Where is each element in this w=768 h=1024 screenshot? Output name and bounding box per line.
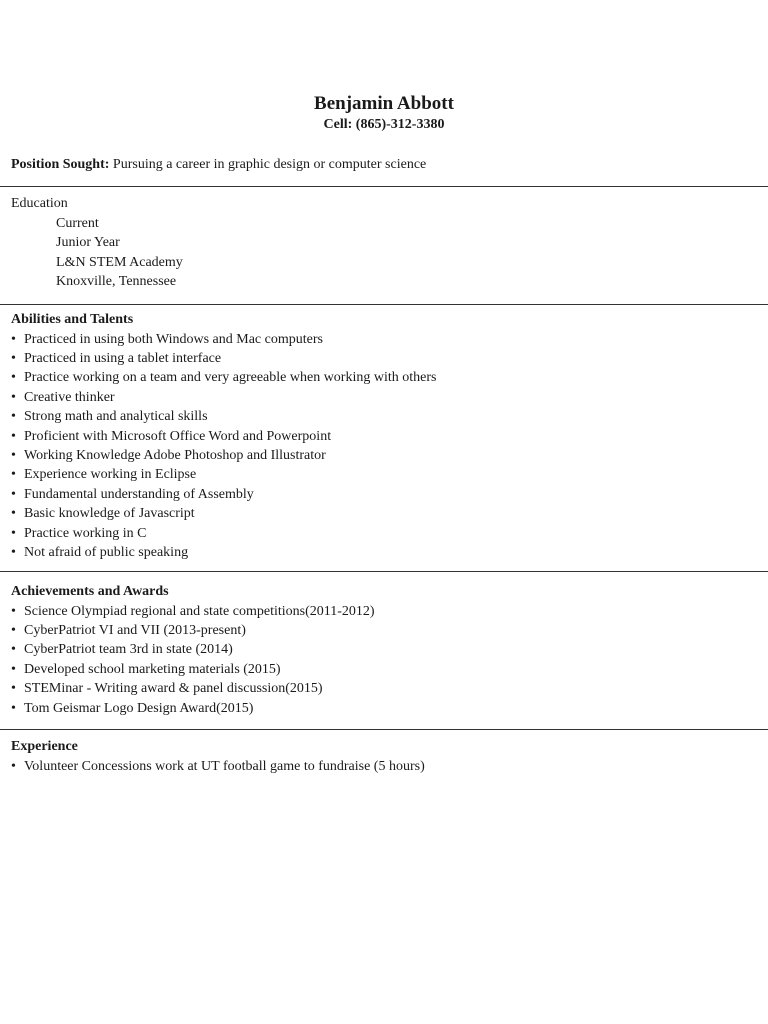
list-item: • Basic knowledge of Javascript xyxy=(11,504,751,523)
education-line: Knoxville, Tennessee xyxy=(56,274,177,289)
list-item: • Not afraid of public speaking xyxy=(11,543,751,562)
cell-phone: Cell: (865)-312-3380 xyxy=(323,117,445,132)
experience-title: Experience xyxy=(11,739,78,754)
section-divider xyxy=(0,304,768,305)
education-title: Education xyxy=(11,196,68,211)
list-item: • Practiced in using a tablet interface xyxy=(11,349,751,368)
achievements-list xyxy=(11,602,751,718)
section-divider xyxy=(0,571,768,572)
education-line: Current xyxy=(56,215,99,231)
education-line: Junior Year xyxy=(56,235,120,250)
list-item: • Strong math and analytical skills xyxy=(11,407,751,426)
list-item: • CyberPatriot VI and VII (2013-present) xyxy=(11,621,751,640)
position-label: Position Sought: xyxy=(11,157,110,172)
list-item: • Fundamental understanding of Assembly xyxy=(11,485,751,504)
section-divider xyxy=(0,186,768,187)
list-item: • STEMinar - Writing award & panel discussion(2015) xyxy=(11,679,751,698)
list-item: • Practiced in using both Windows and Mac computers xyxy=(11,330,751,349)
list-item: • Tom Geismar Logo Design Award(2015) xyxy=(11,699,751,718)
education-section xyxy=(11,194,751,292)
position-sought xyxy=(11,155,426,174)
resume-header xyxy=(0,93,768,134)
list-item: • Working Knowledge Adobe Photoshop and Illustrator xyxy=(11,446,751,465)
list-item: • Volunteer Concessions work at UT football game to fundraise (5 hours) xyxy=(11,757,751,776)
list-item: • Practice working in C xyxy=(11,524,751,543)
section-divider xyxy=(0,729,768,730)
abilities-list xyxy=(11,330,751,563)
list-item: • Science Olympiad regional and state competitions(2011-2012) xyxy=(11,602,751,621)
list-item: • Experience working in Eclipse xyxy=(11,465,751,484)
achievements-title: Achievements and Awards xyxy=(11,584,169,599)
list-item: • Developed school marketing materials (2015) xyxy=(11,660,751,679)
experience-list xyxy=(11,757,751,776)
list-item: • CyberPatriot team 3rd in state (2014) xyxy=(11,640,751,659)
position-value: Pursuing a career in graphic design or computer science xyxy=(112,157,427,172)
list-item: • Practice working on a team and very agreeable when working with others xyxy=(11,368,751,387)
abilities-section xyxy=(11,310,751,562)
abilities-title: Abilities and Talents xyxy=(11,312,134,327)
list-item: • Creative thinker xyxy=(11,388,751,407)
applicant-name: Benjamin Abbott xyxy=(314,93,454,114)
experience-section xyxy=(11,737,751,776)
education-line: L&N STEM Academy xyxy=(56,254,183,270)
list-item: • Proficient with Microsoft Office Word and Powerpoint xyxy=(11,427,751,446)
achievements-section xyxy=(11,582,751,718)
